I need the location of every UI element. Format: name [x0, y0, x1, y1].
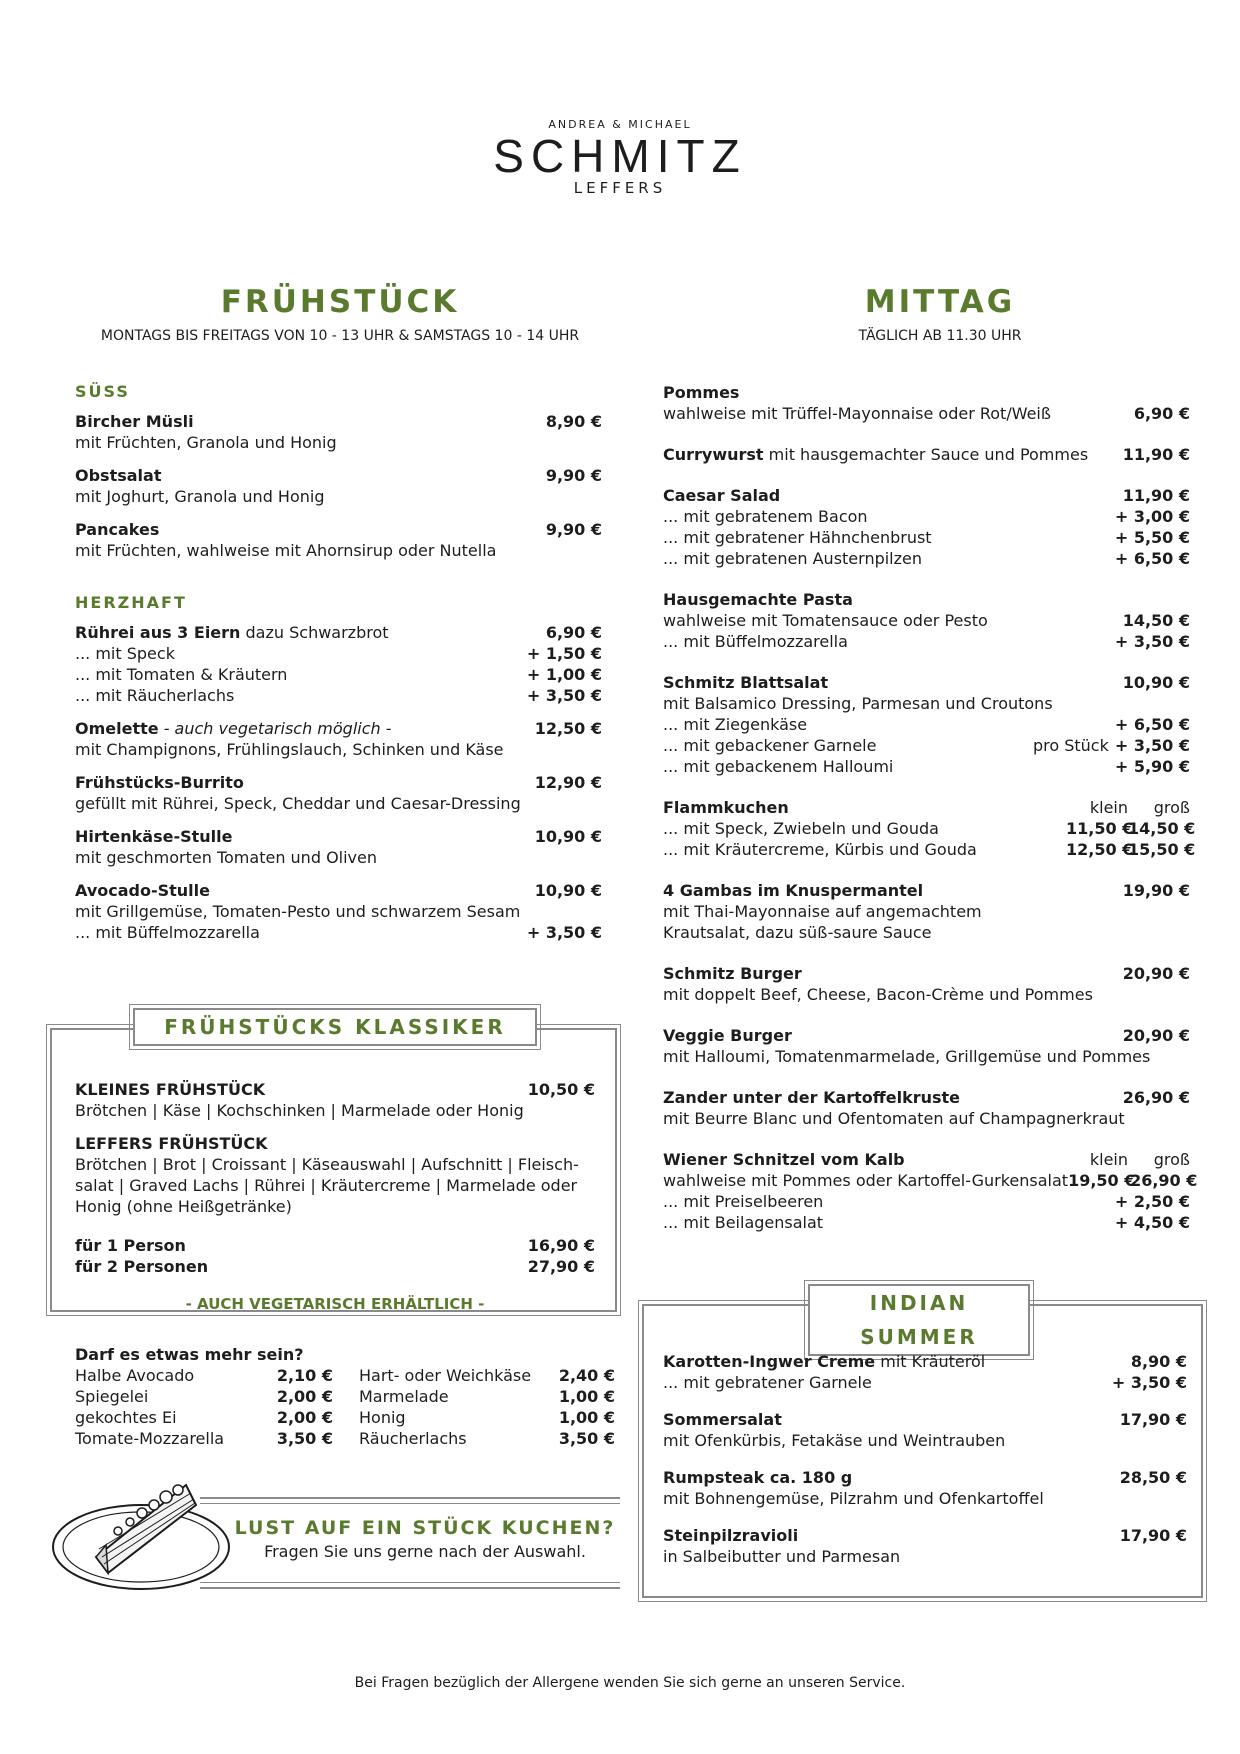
extra-price: + 3,00 €	[1114, 507, 1190, 526]
menu-item	[663, 1467, 1187, 1509]
item-name: Rührei aus 3 Eiern	[75, 623, 241, 642]
item-price: 20,90 €	[1122, 1026, 1190, 1045]
extra-label: ... mit Kräutercreme, Kürbis und Gouda	[663, 840, 977, 859]
item-price: 26,90 €	[1122, 1088, 1190, 1107]
menu-item	[663, 1087, 1190, 1129]
extra-label: ... mit Speck, Zwiebeln und Gouda	[663, 819, 939, 838]
extra-price: + 3,50 €	[526, 923, 602, 942]
extra-price: + 6,50 €	[1114, 715, 1190, 734]
extras-section	[75, 1344, 615, 1449]
item-price: 10,90 €	[1122, 673, 1190, 692]
item-name: Obstsalat	[75, 466, 162, 485]
vegetarian-note: - AUCH VEGETARISCH ERHÄLTLICH -	[185, 1295, 485, 1313]
item-price: 11,90 €	[1122, 445, 1190, 464]
item-desc: wahlweise mit Tomatensauce oder Pesto	[663, 611, 988, 630]
price-large: 26,90 €	[1130, 1171, 1198, 1190]
item-name: Hirtenkäse-Stulle	[75, 827, 233, 846]
indian-summer-title: INDIAN SUMMER	[808, 1284, 1030, 1356]
price-small: 12,50 €	[1066, 840, 1134, 859]
item-name: Currywurst	[663, 445, 764, 464]
menu-item	[75, 622, 602, 706]
item-desc: mit Früchten, wahlweise mit Ahornsirup oder Nutella	[75, 541, 497, 560]
item-desc: Krautsalat, dazu süß-saure Sauce	[663, 923, 932, 942]
item-name: Pommes	[663, 383, 740, 402]
extra-label: Marmelade	[359, 1387, 449, 1406]
price-small: 19,50 €	[1068, 1171, 1136, 1190]
item-desc: salat | Graved Lachs | Rührei | Kräutercreme | Marmelade oder	[75, 1176, 578, 1195]
indian-summer-content	[663, 1351, 1187, 1579]
item-name: Rumpsteak ca. 180 g	[663, 1468, 853, 1487]
price-option-price: 16,90 €	[527, 1236, 595, 1255]
menu-item	[663, 589, 1190, 652]
item-name: Steinpilzravioli	[663, 1526, 799, 1545]
item-price: 10,90 €	[534, 827, 602, 846]
item-name: KLEINES FRÜHSTÜCK	[75, 1080, 266, 1099]
menu-item	[663, 963, 1190, 1005]
item-desc: Honig (ohne Heißgetränke)	[75, 1197, 292, 1216]
cake-text	[230, 1515, 620, 1563]
extra-label: ... mit Beilagensalat	[663, 1213, 824, 1232]
cake-title: LUST AUF EIN STÜCK KUCHEN?	[234, 1517, 616, 1539]
price-large: 14,50 €	[1128, 819, 1196, 838]
extra-price: + 1,00 €	[526, 665, 602, 684]
extra-price: + 3,50 €	[526, 686, 602, 705]
extra-price: + 2,50 €	[1114, 1192, 1190, 1211]
logo-name: SCHMITZ	[493, 130, 747, 182]
extra-label: Tomate-Mozzarella	[75, 1429, 225, 1448]
extra-price: 3,50 €	[276, 1429, 333, 1448]
item-name: Karotten-Ingwer Creme	[663, 1352, 876, 1371]
item-desc: Brötchen | Käse | Kochschinken | Marmelade oder Honig	[75, 1101, 524, 1120]
menu-item	[75, 880, 602, 943]
item-price: 8,90 €	[545, 412, 602, 431]
extra-label: Halbe Avocado	[75, 1366, 195, 1385]
item-price: 11,90 €	[1122, 486, 1190, 505]
item-price: 6,90 €	[545, 623, 602, 642]
menu-item	[75, 519, 602, 561]
item-price: 19,90 €	[1122, 881, 1190, 900]
extra-label: ... mit Speck	[75, 644, 175, 663]
fruehstueck-subtitle: MONTAGS BIS FREITAGS VON 10 - 13 UHR & SAMSTAGS 10 - 14 UHR	[100, 328, 580, 344]
extra-label: ... mit Ziegenkäse	[663, 715, 808, 734]
item-desc: mit Joghurt, Granola und Honig	[75, 487, 325, 506]
item-price: 6,90 €	[1133, 404, 1190, 423]
extra-price: + 3,50 €	[1114, 736, 1190, 755]
item-price: 12,50 €	[534, 719, 602, 738]
size-label: groß	[1153, 798, 1190, 817]
price-note: pro Stück	[1032, 736, 1109, 755]
extra-label: Honig	[359, 1408, 406, 1427]
menu-item	[663, 382, 1190, 424]
item-desc: Brötchen | Brot | Croissant | Käseauswahl | Aufschnitt | Fleisch-	[75, 1155, 579, 1174]
item-price: 17,90 €	[1119, 1410, 1187, 1429]
extra-label: Räucherlachs	[359, 1429, 467, 1448]
extra-label: ... mit Büffelmozzarella	[663, 632, 848, 651]
extras-title: Darf es etwas mehr sein?	[75, 1345, 304, 1364]
extra-label: ... mit Räucherlachs	[75, 686, 235, 705]
price-small: 11,50 €	[1066, 819, 1134, 838]
extra-label: ... mit gebackenem Halloumi	[663, 757, 894, 776]
menu-item	[663, 1025, 1190, 1067]
menu-item	[663, 1409, 1187, 1451]
item-desc: mit geschmorten Tomaten und Oliven	[75, 848, 377, 867]
extra-label: Hart- oder Weichkäse	[359, 1366, 532, 1385]
item-desc: wahlweise mit Pommes oder Kartoffel-Gurkensalat	[663, 1171, 1069, 1190]
menu-item	[75, 411, 602, 453]
menu-item	[75, 772, 602, 814]
extra-price: + 1,50 €	[526, 644, 602, 663]
size-label: klein	[1089, 1150, 1128, 1169]
menu-item	[663, 1149, 1198, 1233]
logo-top: ANDREA & MICHAEL	[548, 118, 692, 131]
category-suess: SÜSS	[75, 382, 130, 401]
extra-price: 3,50 €	[558, 1429, 615, 1448]
item-desc: gefüllt mit Rührei, Speck, Cheddar und Caesar-Dressing	[75, 794, 521, 813]
item-price: 12,90 €	[534, 773, 602, 792]
cake-illustration-icon	[46, 1465, 236, 1595]
extra-label: ... mit gebratener Hähnchenbrust	[663, 528, 932, 547]
item-name: Sommersalat	[663, 1410, 782, 1429]
item-desc: mit Halloumi, Tomatenmarmelade, Grillgemüse und Pommes	[663, 1047, 1151, 1066]
item-desc: mit doppelt Beef, Cheese, Bacon-Crème und Pommes	[663, 985, 1093, 1004]
item-desc: mit Balsamico Dressing, Parmesan und Croutons	[663, 694, 1053, 713]
extra-label: ... mit Büffelmozzarella	[75, 923, 260, 942]
allergen-footer: Bei Fragen bezüglich der Allergene wenden Sie sich gerne an unseren Service.	[354, 1675, 906, 1691]
item-desc: mit Champignons, Frühlingslauch, Schinken und Käse	[75, 740, 504, 759]
extra-price: 2,40 €	[558, 1366, 615, 1385]
item-desc: mit Thai-Mayonnaise auf angemachtem	[663, 902, 982, 921]
item-desc: wahlweise mit Trüffel-Mayonnaise oder Rot/Weiß	[663, 404, 1051, 423]
item-price: 20,90 €	[1122, 964, 1190, 983]
menu-item	[663, 485, 1190, 569]
extra-label: ... mit gebratener Garnele	[663, 1373, 872, 1392]
item-name: Wiener Schnitzel vom Kalb	[663, 1150, 905, 1169]
extra-label: ... mit gebratenem Bacon	[663, 507, 868, 526]
item-name: Schmitz Blattsalat	[663, 673, 829, 692]
item-suffix: mit Kräuteröl	[875, 1352, 986, 1371]
extra-label: ... mit gebratenen Austernpilzen	[663, 549, 923, 568]
menu-item	[75, 1133, 595, 1217]
item-desc: mit Früchten, Granola und Honig	[75, 433, 337, 452]
item-price: 8,90 €	[1130, 1352, 1187, 1371]
menu-item	[663, 880, 1190, 943]
item-note: - auch vegetarisch möglich -	[158, 719, 392, 738]
item-desc: in Salbeibutter und Parmesan	[663, 1547, 901, 1566]
item-price: 10,50 €	[527, 1080, 595, 1099]
extra-price: + 6,50 €	[1114, 549, 1190, 568]
klassiker-content	[75, 1079, 595, 1313]
extra-price: 2,00 €	[276, 1408, 333, 1427]
extra-price: + 4,50 €	[1114, 1213, 1190, 1232]
extra-label: ... mit Preiselbeeren	[663, 1192, 824, 1211]
item-price: 9,90 €	[545, 466, 602, 485]
price-option-label: für 2 Personen	[75, 1257, 209, 1276]
item-desc: mit Beurre Blanc und Ofentomaten auf Champagnerkraut	[663, 1109, 1125, 1128]
extra-price: + 3,50 €	[1111, 1373, 1187, 1392]
category-herzhaft: HERZHAFT	[75, 593, 187, 612]
item-name: Avocado-Stulle	[75, 881, 210, 900]
item-name: Frühstücks-Burrito	[75, 773, 244, 792]
extra-price: 2,00 €	[276, 1387, 333, 1406]
extra-price: 1,00 €	[558, 1387, 615, 1406]
extra-label: Spiegelei	[75, 1387, 149, 1406]
menu-item	[663, 1525, 1187, 1567]
item-name: Bircher Müsli	[75, 412, 194, 431]
mittag-title: MITTAG	[864, 284, 1016, 320]
fruehstueck-title: FRÜHSTÜCK	[220, 284, 460, 320]
item-desc: mit Ofenkürbis, Fetakäse und Weintrauben	[663, 1431, 1006, 1450]
menu-item	[75, 1235, 595, 1277]
item-name: Hausgemachte Pasta	[663, 590, 853, 609]
menu-item	[75, 465, 602, 507]
item-name: Caesar Salad	[663, 486, 781, 505]
menu-item	[75, 1079, 595, 1121]
item-name: 4 Gambas im Knuspermantel	[663, 881, 924, 900]
item-price: 28,50 €	[1119, 1468, 1187, 1487]
item-price: 10,90 €	[534, 881, 602, 900]
item-name: Pancakes	[75, 520, 160, 539]
size-label: groß	[1153, 1150, 1190, 1169]
item-name: LEFFERS FRÜHSTÜCK	[75, 1134, 268, 1153]
extra-price: + 5,90 €	[1114, 757, 1190, 776]
size-label: klein	[1089, 798, 1128, 817]
cake-subtitle: Fragen Sie uns gerne nach der Auswahl.	[264, 1542, 586, 1561]
extra-label: gekochtes Ei	[75, 1408, 177, 1427]
mittag-subtitle: TÄGLICH AB 11.30 UHR	[858, 328, 1022, 344]
extra-price: 1,00 €	[558, 1408, 615, 1427]
menu-item	[663, 797, 1196, 860]
item-suffix: dazu Schwarzbrot	[240, 623, 389, 642]
price-large: 15,50 €	[1128, 840, 1196, 859]
item-suffix: mit hausgemachter Sauce und Pommes	[763, 445, 1089, 464]
price-option-label: für 1 Person	[75, 1236, 186, 1255]
item-price: 14,50 €	[1122, 611, 1190, 630]
extra-price: + 5,50 €	[1114, 528, 1190, 547]
item-name: Zander unter der Kartoffelkruste	[663, 1088, 961, 1107]
mittag-column	[663, 382, 1198, 1245]
fruehstueck-column	[75, 382, 602, 955]
price-option-price: 27,90 €	[527, 1257, 595, 1276]
item-price: 9,90 €	[545, 520, 602, 539]
menu-item	[663, 444, 1190, 465]
logo-bottom: LEFFERS	[573, 179, 667, 197]
item-name: Veggie Burger	[663, 1026, 792, 1045]
item-name: Schmitz Burger	[663, 964, 802, 983]
item-price: 17,90 €	[1119, 1526, 1187, 1545]
extra-price: 2,10 €	[276, 1366, 333, 1385]
menu-item	[75, 718, 602, 760]
extra-label: ... mit Tomaten & Kräutern	[75, 665, 288, 684]
menu-item	[663, 672, 1190, 777]
menu-item	[663, 1351, 1187, 1393]
logo	[0, 118, 1240, 197]
extra-price: + 3,50 €	[1114, 632, 1190, 651]
klassiker-title: FRÜHSTÜCKS KLASSIKER	[133, 1008, 537, 1046]
item-name: Omelette	[75, 719, 159, 738]
extra-label: ... mit gebackener Garnele	[663, 736, 877, 755]
item-desc: mit Grillgemüse, Tomaten-Pesto und schwarzem Sesam	[75, 902, 521, 921]
item-name: Flammkuchen	[663, 798, 789, 817]
menu-item	[75, 826, 602, 868]
item-desc: mit Bohnengemüse, Pilzrahm und Ofenkartoffel	[663, 1489, 1044, 1508]
